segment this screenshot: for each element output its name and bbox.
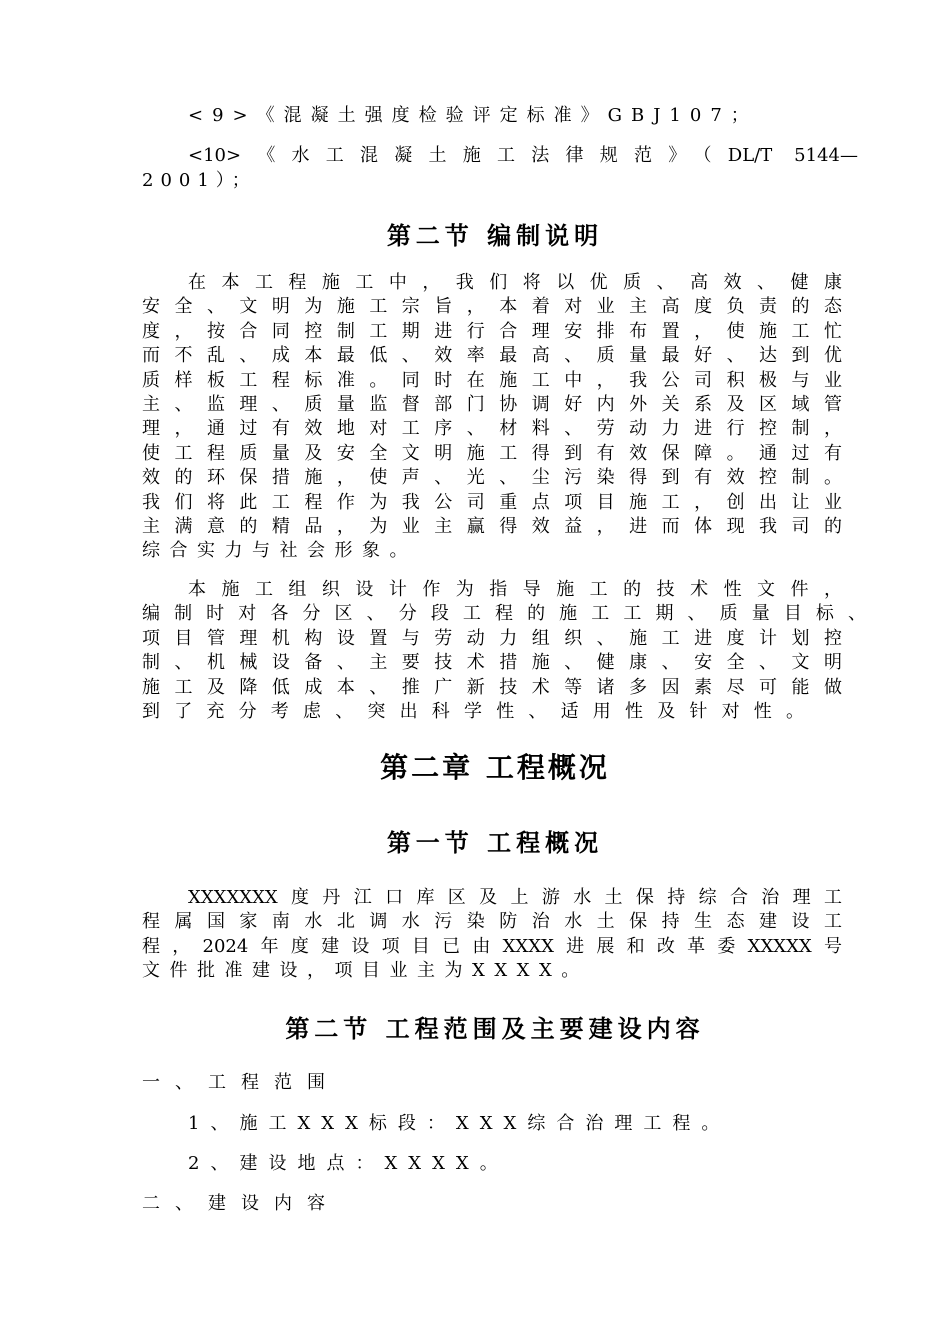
paragraph-line: XXXXXXX度丹江口库区及上游水土保持综合治理工 xyxy=(188,887,842,908)
paragraph-line: 效的环保措施，使声、光、尘污染得到有效控制。 xyxy=(142,467,842,489)
project-overview-paragraph xyxy=(142,886,842,984)
content-heading: 二、建设内容 xyxy=(142,1193,340,1214)
paragraph-line: 到了充分考虑、突出科学性、适用性及针对性。 xyxy=(142,700,804,722)
scope-item-1: 1、施工XXX标段：XXX综合治理工程。 xyxy=(188,1113,731,1134)
paragraph-line: 我们将此工程作为我公司重点项目施工，创出让业 xyxy=(142,491,842,513)
section-title-preparation-notes: 第二节 编制说明 xyxy=(386,222,604,250)
paragraph-line: 主满意的精品，为业主赢得效益，进而体现我司的 xyxy=(142,515,842,537)
paragraph-line: 理，通过有效地对工序、材料、劳动力进行控制， xyxy=(142,418,842,440)
paragraph-line: 安全、文明为施工宗旨，本着对业主高度负责的态 xyxy=(142,296,842,318)
reference-item-10: <10>《水工混凝土施工法律规范》（DL/T 5144— xyxy=(188,145,858,166)
paragraph-line: 项目管理机构设置与劳动力组织、施工进度计划控 xyxy=(142,627,842,649)
paragraph-line: 综合实力与社会形象。 xyxy=(142,540,417,562)
scope-heading: 一、工程范围 xyxy=(142,1072,340,1093)
paragraph-line: 本施工组织设计作为指导施工的技术性文件， xyxy=(188,579,842,600)
scope-item-2: 2、建设地点：XXXX。 xyxy=(188,1153,509,1174)
paragraph-line: 施工及降低成本、推广新技术等诸多因素尽可能做 xyxy=(142,676,842,698)
preparation-notes-paragraph-1 xyxy=(142,271,842,564)
paragraph-line: 制、机械设备、主要技术措施、健康、安全、文明 xyxy=(142,652,842,674)
chapter-title-project-overview: 第二章 工程概况 xyxy=(380,751,610,784)
preparation-notes-paragraph-2 xyxy=(142,578,866,724)
paragraph-line: 主、监理、质量监督部门协调好内外关系及区域管 xyxy=(142,393,842,415)
paragraph-line: 度，按合同控制工期进行合理安排布置，使施工忙 xyxy=(142,320,842,342)
reference-item-9: <9>《混凝土强度检验评定标准》GBJ107； xyxy=(188,105,758,126)
paragraph-line: 而不乱、成本最低、效率最高、质量最好、达到优 xyxy=(142,345,842,367)
paragraph-line: 使工程质量及安全文明施工得到有效保障。通过有 xyxy=(142,442,842,464)
paragraph-line: 程，2024年度建设项目已由XXXX进展和改革委XXXXX号 xyxy=(142,935,842,957)
paragraph-line: 文件批准建设，项目业主为XXXX。 xyxy=(142,960,589,982)
reference-item-10-continued: 2001）； xyxy=(142,170,257,191)
paragraph-line: 程属国家南水北调水污染防治水土保持生态建设工 xyxy=(142,911,842,933)
section-title-project-overview: 第一节 工程概况 xyxy=(386,829,604,857)
paragraph-line: 在本工程施工中，我们将以优质、高效、健康 xyxy=(188,272,842,293)
paragraph-line: 质样板工程标准。同时在施工中，我公司积极与业 xyxy=(142,369,842,391)
section-title-scope-and-content: 第二节 工程范围及主要建设内容 xyxy=(285,1015,705,1043)
paragraph-line: 编制时对各分区、分段工程的施工工期、质量目标、 xyxy=(142,603,866,625)
